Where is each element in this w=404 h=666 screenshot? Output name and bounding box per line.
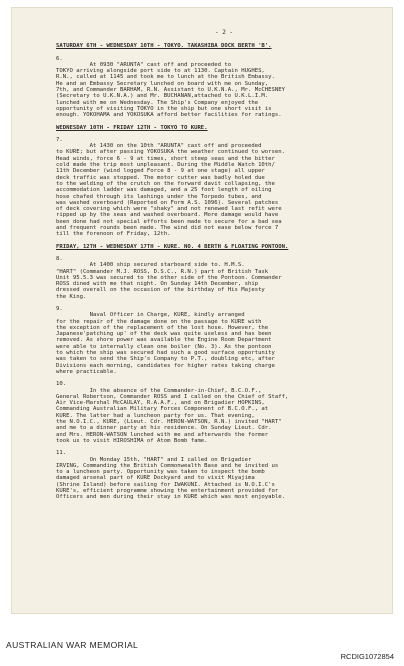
typed-line: been done had not special efforts been made to secure for a bad sea	[56, 218, 282, 225]
typed-line: to which the ship was secured had such a good surface opportunity	[56, 350, 275, 357]
typed-line: TOKYO arriving alongside port side to at 1130. Captain HUGHES,	[56, 68, 265, 75]
typed-line: Commanding Australian Military Forces Component of B.C.O.F., at	[56, 406, 269, 413]
typed-line: the exception of the replacement of the lost hose. However, the	[56, 324, 269, 331]
typed-line: took us to visit HIROSHIMA of Atom Bomb fame.	[56, 437, 208, 444]
numbered-paragraph	[56, 256, 392, 300]
numbered-paragraph	[56, 450, 392, 500]
typed-line: lunched with me on Wednesday. The Ship's Company enjoyed the	[56, 99, 259, 106]
page-number: - 2 -	[214, 29, 234, 36]
paragraph-number: 9.	[56, 305, 63, 312]
typed-line: the N.O.I.C., KURE, (Lieut. Cdr. HERON-WATSON, R.N.) invited "HART"	[56, 419, 282, 426]
typed-line: In the absence of the Commander-in-Chief, B.C.O.F.,	[56, 387, 262, 394]
typed-line: IRVING, Commanding the British Commonwealth Base and he invited us	[56, 462, 279, 469]
typed-report-body	[56, 30, 392, 608]
numbered-paragraph	[56, 306, 392, 375]
typed-line: accommodation ladder was damaged, and a 25 foot length of oiling	[56, 187, 272, 194]
section-heading: WEDNESDAY 10TH - FRIDAY 12TH - TOKYO TO KURE.	[56, 124, 208, 131]
typed-line: At 0930 "ARUNTA" cast off and proceeded to	[56, 61, 232, 68]
typed-line: Unit 95.5.3 was secured to the other side of the Pontoon. Commander	[56, 274, 282, 281]
typed-line: He and an Embassy Secretary lunched on board with me on Sunday,	[56, 80, 269, 87]
typed-line: where practicable.	[56, 368, 117, 375]
typed-line: dressed overall on the occasion of the birthday of His Majesty	[56, 287, 265, 294]
paragraph-number: 10.	[56, 381, 67, 388]
typed-line: (Secretary to U.K.N.A.) and Mr. BUCHANAN,attached to U.K.L.I.M.	[56, 93, 269, 100]
typed-line: At 1400 ship secured starboard side to. H.M.S.	[56, 262, 245, 269]
section-heading: FRIDAY, 12TH - WEDNESDAY 17TH - KURE. NO. 4 BERTH & FLOATING PONTOON.	[56, 243, 289, 250]
archive-footer	[0, 636, 404, 666]
typed-line: Japanese'patching up' of the deck was quite useless and has been	[56, 331, 272, 338]
typed-line: On Monday 15th, "HART" and I called on Brigadier	[56, 456, 252, 463]
numbered-paragraph	[56, 56, 392, 119]
document-page	[12, 8, 392, 613]
typed-line: Officers and men during their stay in KURE which was most enjoyable.	[56, 494, 286, 501]
paragraph-number: 8.	[56, 255, 63, 262]
typed-line: At 1430 on the 10th "ARUNTA" cast off and proceeded	[56, 143, 262, 150]
typed-line: was taken to send the Ship's Company to P.T., doubling etc, after	[56, 356, 275, 363]
typed-line: ripped up by the seas and washed overboard. More damage would have	[56, 212, 279, 219]
typed-line: KURE. The latter had a luncheon party for us. That evening,	[56, 412, 255, 419]
typed-line: was washed overboard (Reported on Form A.S. 1096). Several patches	[56, 199, 279, 206]
paragraph-number: 7.	[56, 136, 63, 143]
typed-line: were able to internally clean one boiler (No. 3). As the pontoon	[56, 343, 272, 350]
typed-line: to KURE; but after passing YOKOSUKA the weather continued to worsen.	[56, 149, 286, 156]
numbered-paragraph	[56, 137, 392, 238]
typed-line: Naval Officer in Charge, KURE, kindly arranged	[56, 312, 245, 319]
typed-line: removed. As shore power was available the Engine Room Department	[56, 337, 272, 344]
typed-line: to the welding of the crutch on the forward davit collapsing, the	[56, 180, 275, 187]
typed-line: hose chafed through its lashings under the Torpedo tubes, and	[56, 193, 262, 200]
record-id-label: RCDIG1072854	[340, 652, 394, 661]
typed-line: and frequent rounds been made. The wind did not ease below force 7	[56, 225, 279, 232]
typed-line: (Shrine Island) before sailing for IWAKUNI. Attached is N.O.I.C's	[56, 481, 275, 488]
typed-line: "HART" (Commander M.J. ROSS, D.S.C., R.N.) part of British Task	[56, 268, 269, 275]
typed-line: R.N., called at 1145 and took me to lunch at the British Embassy.	[56, 74, 275, 81]
typed-line: enough. YOKOHAMA and YOKOSUKA afford better facilities for ratings.	[56, 112, 282, 119]
typed-line: the King.	[56, 293, 87, 300]
typed-line: Divisions each morning, candidates for higher rates taking charge	[56, 362, 275, 369]
typed-line: till the forenoon of Friday, 12th.	[56, 231, 171, 238]
section-heading: SATURDAY 6TH - WEDNESDAY 10TH - TOKYO. TAKASHIBA DOCK BERTH 'B'.	[56, 43, 272, 50]
typed-line: and me to a dinner party at his residence. On Sunday Lieut. Cdr.	[56, 425, 272, 432]
typed-line: Air Vice-Marshal McCAULAY, R.A.A.F., and on Brigadier HOPKINS,	[56, 400, 265, 407]
typed-line: ROSS dined with me that night. On Sunday 14th December, ship	[56, 281, 259, 288]
typed-line: KURE's, efficient programme showing the entertainment provided for	[56, 488, 279, 494]
typed-line: Head winds, force 6 - 9 at times, short steep seas and the bitter	[56, 155, 275, 162]
typed-line: deck traffic was stopped. The motor cutter was badly holed due	[56, 174, 265, 181]
institution-label: AUSTRALIAN WAR MEMORIAL	[6, 640, 139, 650]
typed-line: cold made the trip most unpleasant. During the Middle Watch 10th/	[56, 162, 275, 169]
typed-line: of deck covering which were "shaky" and not renewed last refit were	[56, 206, 282, 213]
typed-line: to a luncheon party. Opportunity was taken to inspect the bomb	[56, 469, 265, 476]
typed-line: damaged arsenal part of KURE Dockyard and to visit Miyajima	[56, 475, 255, 482]
typed-line: opportunity of visiting TOKYO in the ship but one short visit is	[56, 105, 272, 112]
paragraph-number: 6.	[56, 55, 63, 62]
numbered-paragraph	[56, 381, 392, 444]
typed-line: General Robertson, Commander ROSS and I called on the Chief of Staff,	[56, 393, 289, 400]
typed-line: and Mrs. HERON-WATSON lunched with me and afterwards the former	[56, 431, 269, 438]
typed-line: 7th, and Commander BARHAM, R.N. Assistant to U.K.N.A., Mr. McCHESNEY	[56, 87, 286, 94]
typed-line: 11th December (wind logged Force 8 - 9 at one stage) all upper	[56, 168, 265, 175]
paragraph-number: 11.	[56, 450, 67, 457]
typed-line: for the repair of the damage done on the passage to KURE with	[56, 318, 262, 325]
